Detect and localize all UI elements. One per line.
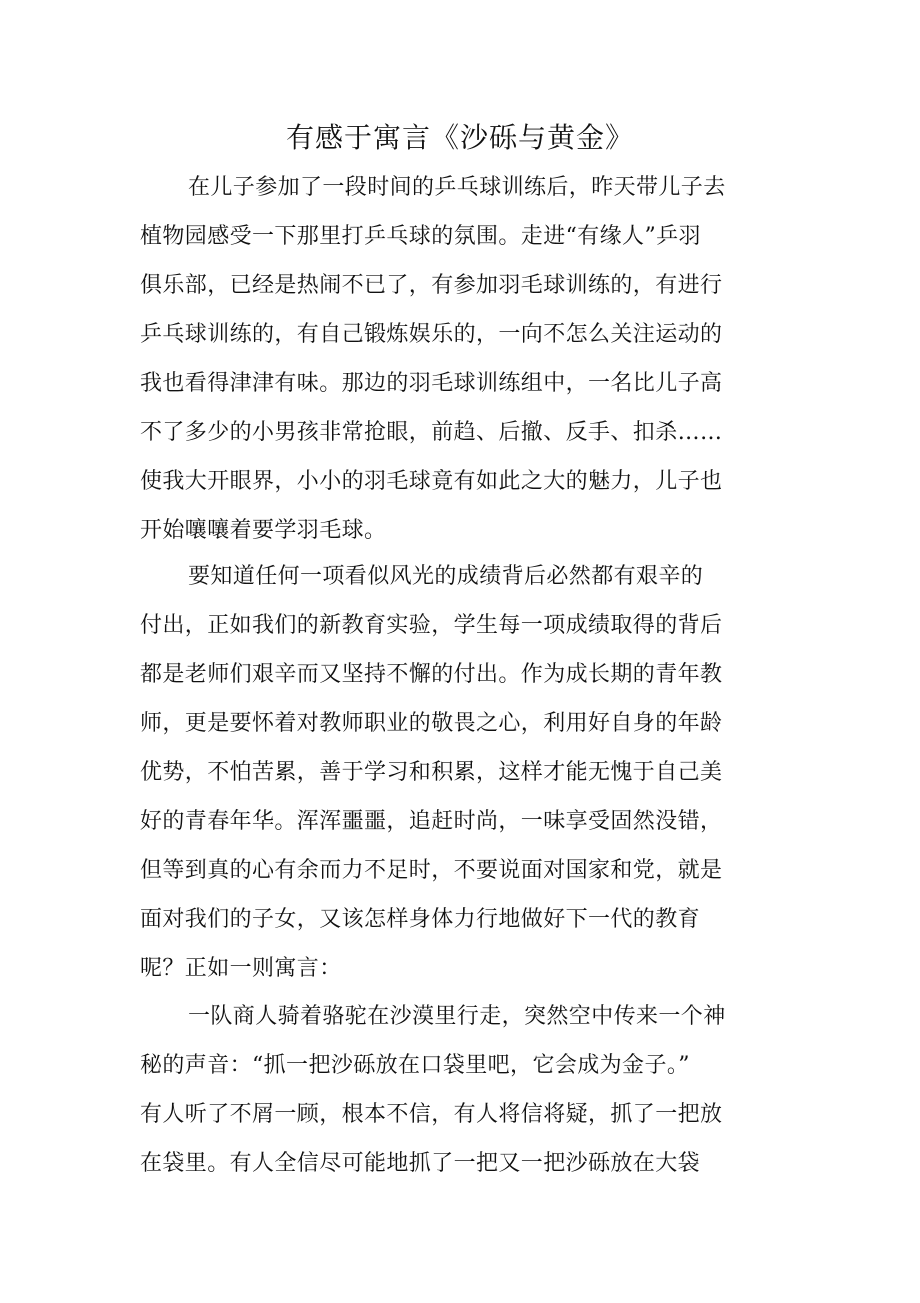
document-title: 有感于寓言《沙砾与黄金》	[285, 121, 634, 154]
paragraph-line: 我也看得津津有味。那边的羽毛球训练组中，一名比儿子高	[140, 371, 723, 396]
paragraph-line: 开始嚷嚷着要学羽毛球。	[140, 518, 387, 543]
paragraph-line: 植物园感受一下那里打乒乓球的氛围。走进“有缘人”乒羽	[140, 224, 701, 249]
paragraph-line: 但等到真的心有余而力不足时，不要说面对国家和党，就是	[140, 858, 723, 883]
paragraph-line: 使我大开眼界，小小的羽毛球竟有如此之大的魅力，儿子也	[140, 469, 723, 494]
paragraph-line: 面对我们的子女，又该怎样身体力行地做好下一代的教育	[140, 907, 701, 932]
paragraph-line: 不了多少的小男孩非常抢眼，前趋、后撤、反手、扣杀……	[140, 420, 723, 445]
paragraph-line: 呢？正如一则寓言：	[140, 956, 342, 981]
paragraph-line: 付出，正如我们的新教育实验，学生每一项成绩取得的背后	[140, 613, 723, 638]
paragraph-line: 俱乐部，已经是热闹不已了，有参加羽毛球训练的，有进行	[140, 273, 723, 298]
paragraph-line: 都是老师们艰辛而又坚持不懈的付出。作为成长期的青年教	[140, 662, 723, 687]
paragraph-line: 乒乓球训练的，有自己锻炼娱乐的，一向不怎么关注运动的	[140, 322, 723, 347]
paragraph-line: 好的青春年华。浑浑噩噩，追赶时尚，一味享受固然没错，	[140, 809, 723, 834]
paragraph-line: 一队商人骑着骆驼在沙漠里行走，突然空中传来一个神	[188, 1004, 726, 1029]
paragraph-line: 在袋里。有人全信尽可能地抓了一把又一把沙砾放在大袋	[140, 1151, 701, 1176]
paragraph-line: 秘的声音：“抓一把沙砾放在口袋里吧，它会成为金子。”	[140, 1053, 690, 1078]
paragraph-line: 有人听了不屑一顾，根本不信，有人将信将疑，抓了一把放	[140, 1102, 723, 1127]
paragraph-line: 优势，不怕苦累，善于学习和积累，这样才能无愧于自己美	[140, 760, 723, 785]
paragraph-line: 在儿子参加了一段时间的乒乓球训练后，昨天带儿子去	[188, 175, 726, 200]
paragraph-line: 要知道任何一项看似风光的成绩背后必然都有艰辛的	[188, 564, 704, 589]
paragraph-line: 师，更是要怀着对教师职业的敬畏之心，利用好自身的年龄	[140, 711, 723, 736]
